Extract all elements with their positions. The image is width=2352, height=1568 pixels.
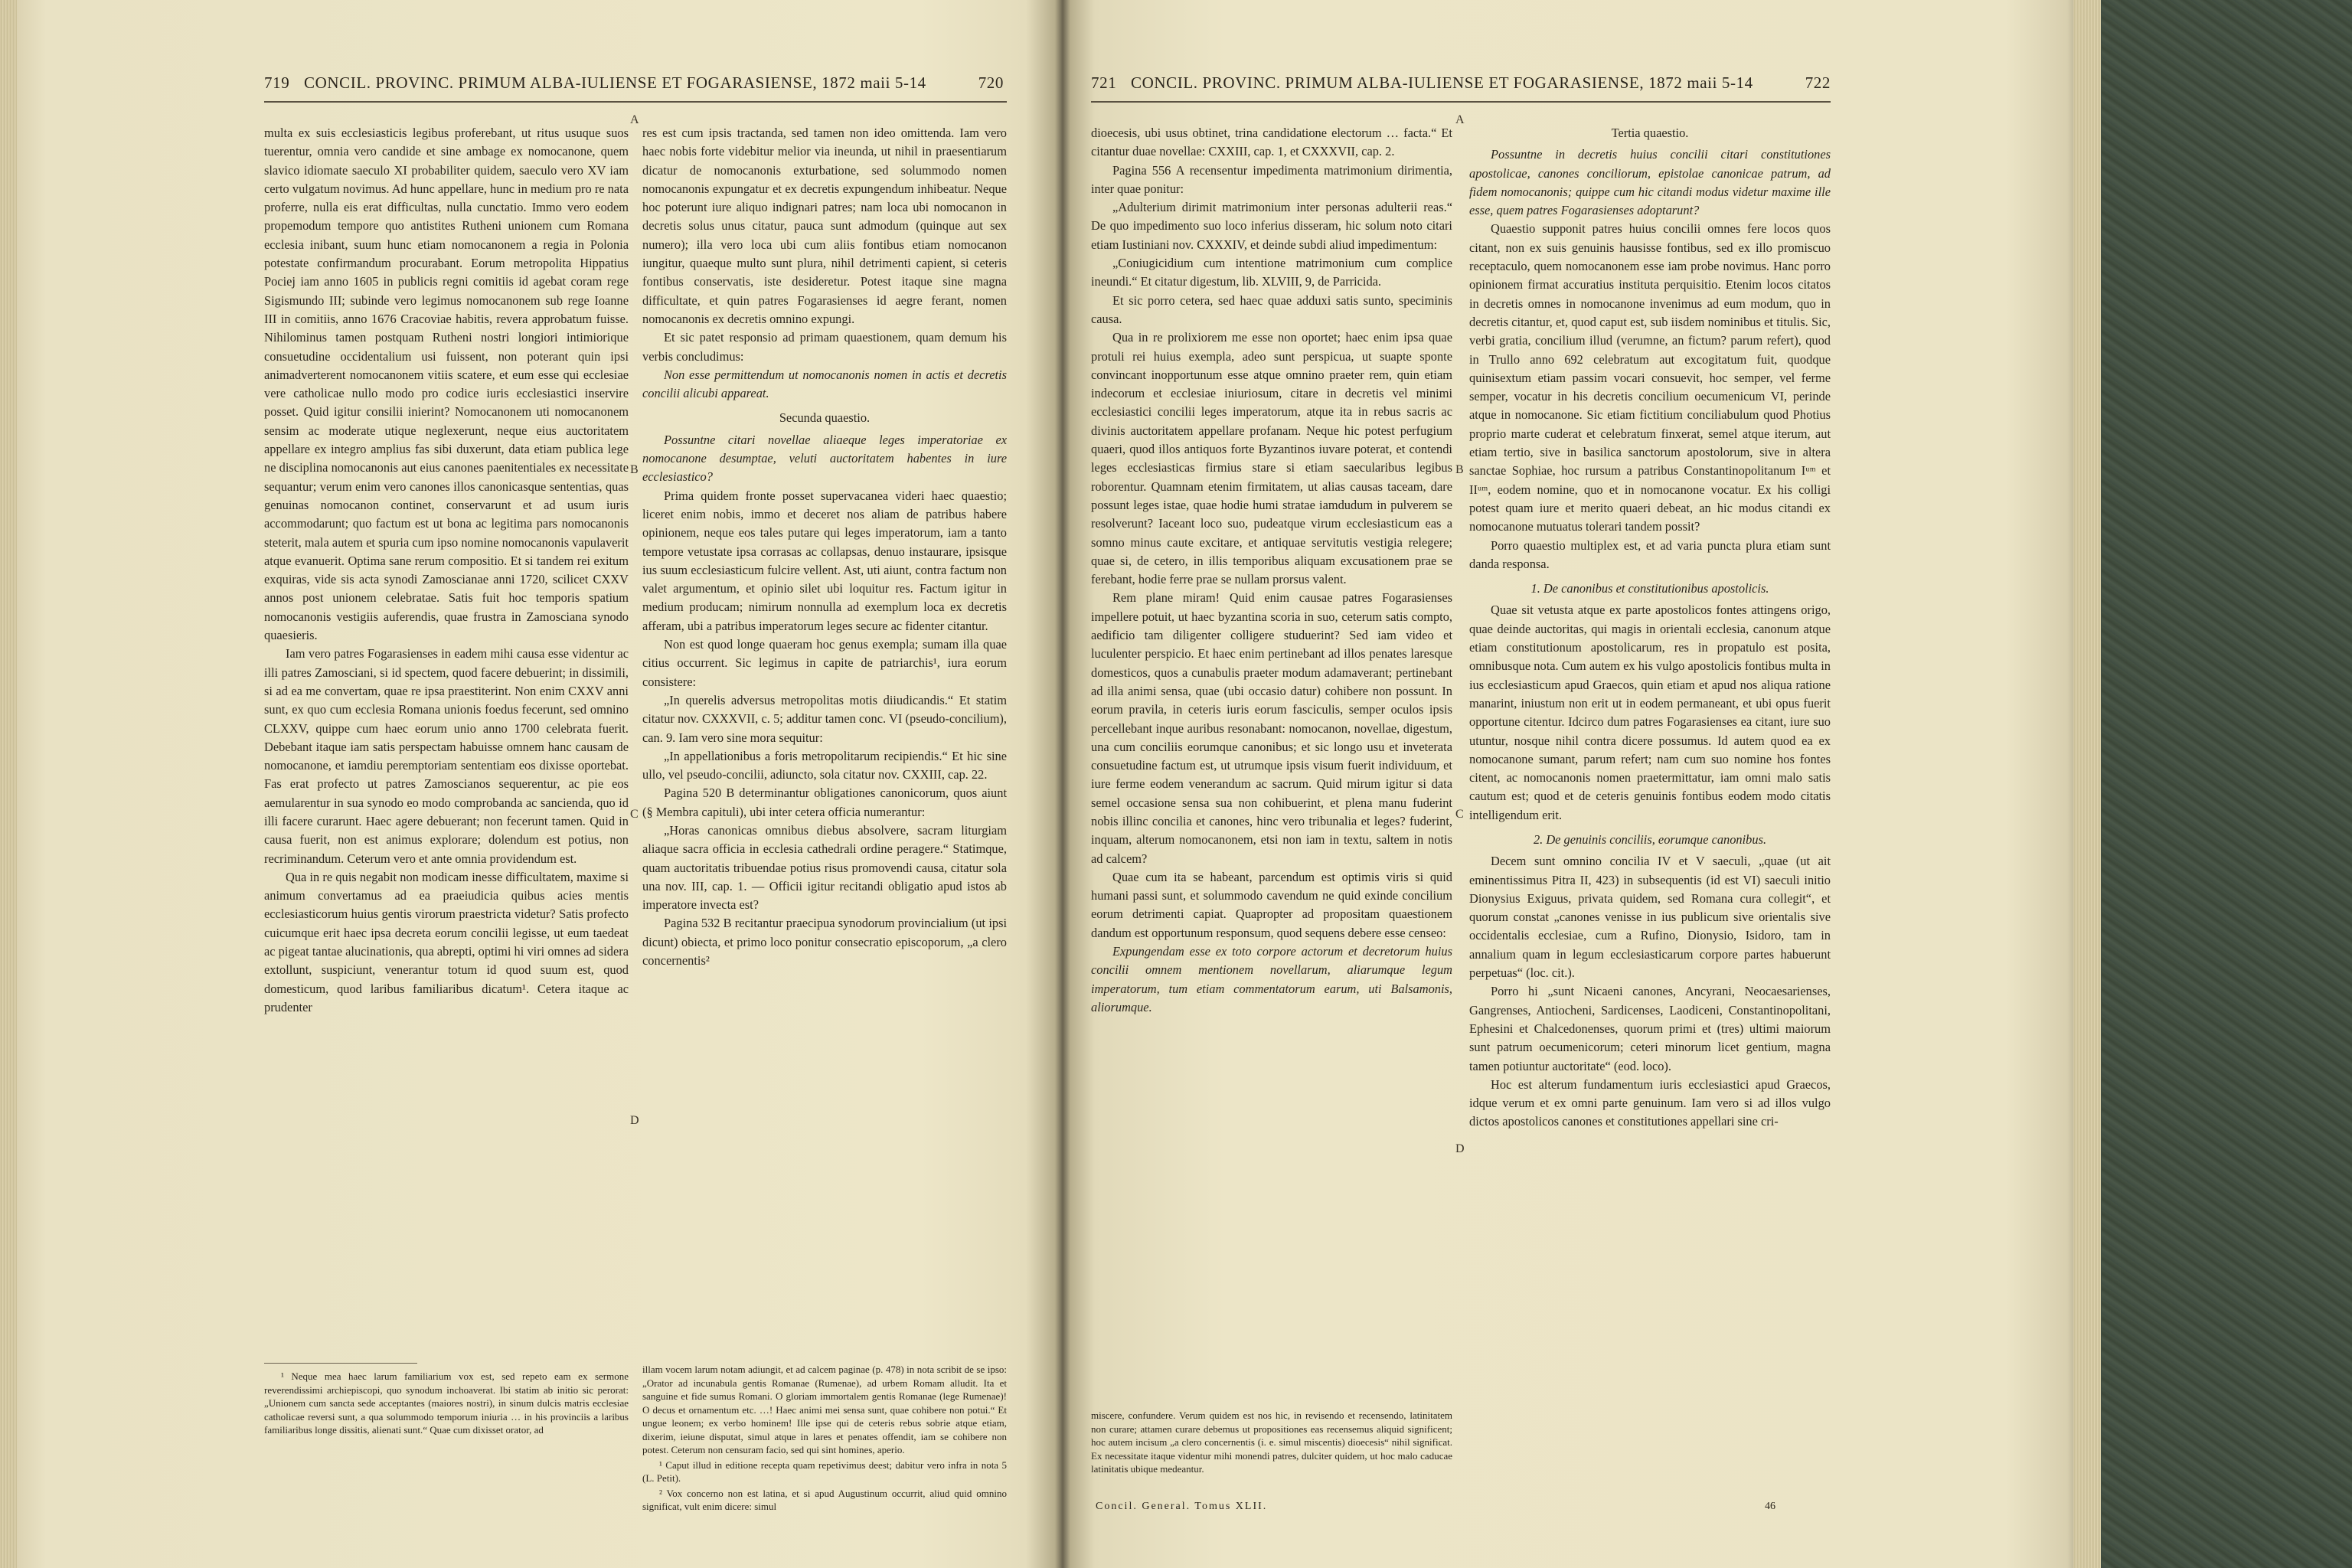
paragraph: Quae sit vetusta atque ex parte apostolicos fontes attingens origo, quae deinde auctoritas, qui magis in orientali ecclesia, canonum atque etiam constitutionum apostolicarum, res in propatulo est posita, omnibusque nota. Cum autem ex his vulgo apostolicis fontibus multa in ius ecclesiasticum apud Graecos, quin etiam et apud nos aliqua ratione manarint, iniustum non erit ut in eodem permaneant, et ubi opus fuerit opportune citentur. Idcirco dum patres Fogarasienses ea citant, iure suo utuntur, nosque nihil contra dicere possumus. Id autem quod ea ex nomocanone sumant, parum refert; nam cum suo nomine hos fontes citent, ac nomocanonis nomen praetermittatur, iam omni malo satis cautum est; quod et de ceteris genuinis fontibus eodem modo citatis intelligendum erit. bbox=[1469, 603, 1831, 822]
paragraph: Quae cum ita se habeant, parcendum est optimis viris si quid humani passi sunt, et solummodo cavendum ne quid exinde concilium eorum detrimenti capiat. Quapropter ad propositam quaestionem dandum est opportunum responsum, quod sequens debere esse censeo: bbox=[1091, 869, 1452, 940]
paragraph: Iam vero patres Fogarasienses in eadem mihi causa esse videntur ac illi patres Zamosciani, si id spectem, quod facere debuerint; in dissimili, si ad ea me convertam, quae re ipsa praestiterint. Non enim CXXV anni sunt, ex quo cum ecclesia Romana unionis foedus fecerunt, sed omnino CLXXV, quippe cum haec eorum unio anno 1700 celebrata fuerit. Debebant itaque iam satis perspectam habuisse omnem hanc causam de nomocanone, et iamdiu peremptoriam sententiam eos dixisse oportebat. Fas erat profecto ut patres Zamoscianos sequerentur, ac pie eos aemularentur in sua synodo eo modo comprobanda ac sancienda, quo id illi facere curarunt. Haec agere debuerant; non fecerunt tamen. Quid in causa fuerit, non est animus explorare; dolendum est potius, non recriminandum. Ceterum vero et ante omnia providendum est. bbox=[264, 646, 629, 866]
left-page-column-2 bbox=[642, 124, 1007, 970]
paragraph: Pagina 556 A recensentur impedimenta matrimonium dirimentia, inter quae ponitur: bbox=[1091, 162, 1452, 196]
margin-mark-b: B bbox=[630, 463, 639, 476]
footnote: ² Vox concerno non est latina, et si apud Augustinum occurrit, aliud quid omnino significat, vult enim dicere: simul bbox=[642, 1487, 1007, 1512]
paragraph: Porro quaestio multiplex est, et ad varia puncta plura etiam sunt danda responsa. bbox=[1469, 537, 1831, 571]
right-page-edges bbox=[2073, 0, 2101, 1568]
question-text: Possuntne in decretis huius concilii citari constitutiones apostolicae, canones conciliorum, epistolae canonicae patrum, ad fidem nomocanonis; quippe cum hic citandi modus videtur maxime ille esse, quem patres Fogarasienses adoptarunt? bbox=[1469, 147, 1831, 218]
paragraph: „Adulterium dirimit matrimonium inter personas adulterii reas.“ De quo impedimento suo loco inferius disseram, hic solum noto citari etiam Iustiniani nov. CXXXIV, et deinde subdi aliud impedimentum: bbox=[1091, 200, 1452, 252]
paragraph: Prima quidem fronte posset supervacanea videri haec quaestio; liceret enim nobis, immo et deceret nos aliam de patribus habere opinionem, neque eos tales putare qui leges imperatorum, iam a tanto tempore vetustate ipsa corrasas ac collapsas, denuo instaurare, ipsisque ius suum ecclesiasticum fulcire vellent. Ast, uti aiunt, contra factum non valet argumentum, et opinio silet ubi loquitur res. Factum igitur in medium producam; nimirum nonnulla ad exemplum loca ex decretis afferam, ubi a patribus imperatorum leges secure ac fidenter citantur. bbox=[642, 488, 1007, 633]
paragraph: Et sic patet responsio ad primam quaestionem, quam demum his verbis concludimus: bbox=[642, 330, 1007, 364]
paragraph: Qua in re prolixiorem me esse non oportet; haec enim ipsa quae protuli rei huius exempla, adeo sunt perspicua, ut suapte sponte convincant inopportunum esse atque omnino praeter rem, quin etiam indecorum et ecclesiae iniuriosum, citare in decretis vel minimi ecclesiastici concilii leges imperatorum, atque ita in rebus sacris ac divinis auctoritatem appellare profanam. Neque hic potest perfugium quaeri, quod illos antiquos forte Byzantinos iuvare poterat, et contendi leges ecclesiasticas firmius stare si etiam saecularibus legibus roborentur. Quamnam etenim firmitatem, ut alias causas taceam, dare possunt leges istae, quae hodie humi stratae iamdudum in pulverem se resolverunt? Iaceant loco suo, pudeatque virum ecclesiasticum eas a somno minus caute excitare, et antiquae servitutis vestigia relegere; quae si, de cetero, in illis temporibus aliquam excusationem prae se ferebant, hodie ferre prae se nullam prorsus valent. bbox=[1091, 330, 1452, 587]
footnote: ¹ Neque mea haec larum familiarium vox est, sed repeto eam ex sermone reverendissimi archiepiscopi, quo synodum inchoaverat. Ibi statim ab initio sic perorat: „Unionem cum sancta sede acceptantes (maiores nostri), in sinum dulcis matris ecclesiae catholicae reversi sunt, a qua solummodo temporum iniuria … in his provinciis a laribus familiaribus longe dissitis, alienati sunt.“ Quae cum dixisset orator, ad bbox=[264, 1370, 629, 1436]
margin-mark-b: B bbox=[1455, 463, 1464, 476]
running-title-left: CONCIL. PROVINC. PRIMUM ALBA-IULIENSE ET FOGARASIENSE, 1872 maii 5-14 bbox=[304, 74, 926, 92]
paragraph: Pagina 532 B recitantur praecipua synodorum provincialium (ut ipsi dicunt) obiecta, et primo loco ponitur consecratio episcoporum, „a clero concernentis² bbox=[642, 916, 1007, 969]
left-page-column-1 bbox=[264, 124, 629, 1017]
header-rule-left bbox=[264, 101, 1007, 103]
page-number-720: 720 bbox=[978, 74, 1004, 92]
footnote-separator bbox=[264, 1363, 417, 1364]
page-number-719: 719 bbox=[264, 74, 290, 92]
page-number-721: 721 bbox=[1091, 74, 1117, 92]
conclusion-italic: Expungendam esse ex toto corpore actorum et decretorum huius concilii omnem mentionem novellarum, aliarumque legum imperatorum, tum etiam commentatorum earum, uti Balsamonis, aliorumque. bbox=[1091, 944, 1452, 1014]
paragraph: res est cum ipsis tractanda, sed tamen non ideo omittenda. Iam vero haec nobis forte videbitur melior via ineunda, ut nihil in praesentiarum dicatur de nomocanonis exturbatione, sed solummodo nomen nomocanonis expungatur et ex decretis expungendum inhibeatur. Neque hoc poterunt iure aliquo indignari patres; nam loca ubi nomocanon in decretis solus unus citatur, pauca sunt admodum (quinque aut sex numero); illa vero loca ubi cum aliis fontibus etiam nomocanon iungitur, quaeque multo sunt plura, nihil detrimenti capient, si ceteris fontibus conservatis, iste desideretur. Potest itaque sine magna difficultate, et quin patres Fogarasienses id aegre ferant, nomen nomocanonis ex decretis omnino expungi. bbox=[642, 126, 1007, 326]
footnote: miscere, confundere. Verum quidem est nos hic, in revisendo et recensendo, latinitatem non curare; attamen curare debemus ut propositiones eas recensemus aliquid significent; hoc autem incisum „a clero concernentis (i. e. simul miscentis) dioecesis“ nihil significat. Ex necessitate itaque videntur mihi monendi patres, dulciter quidem, ut hoc malo caducae latinitatis ubique medeantur. bbox=[1091, 1410, 1452, 1475]
paragraph: „In querelis adversus metropolitas motis diiudicandis.“ Et statim citatur nov. CXXXVII, c. 5; additur tamen conc. VI (pseudo-concilium), can. 9. Iam vero sine mora sequitur: bbox=[642, 692, 1007, 745]
left-col1-footnotes bbox=[264, 1363, 629, 1439]
question-text: Possuntne citari novellae aliaeque leges imperatoriae ex nomocanone desumptae, veluti auctoritatem habentes in iure ecclesiastico? bbox=[642, 432, 1007, 485]
paragraph: Hoc est alterum fundamentum iuris ecclesiastici apud Graecos, idque verum et ex omni parte genuinum. Iam vero si ad illos vulgo dictos apostolicos canones et constitutiones appellari sine cri- bbox=[1469, 1076, 1831, 1129]
page-number-722: 722 bbox=[1805, 74, 1831, 92]
paragraph: dioecesis, ubi usus obtinet, trina candidatione electorum … facta.“ Et citantur duae novellae: CXXIII, cap. 1, et CXXXVII, cap. 2. bbox=[1091, 126, 1452, 159]
margin-mark-a: A bbox=[1455, 113, 1465, 126]
header-rule-right bbox=[1091, 101, 1831, 103]
question-title: Secunda quaestio. bbox=[779, 410, 871, 426]
question-title: Tertia quaestio. bbox=[1611, 126, 1689, 140]
paragraph: Decem sunt omnino concilia IV et V saeculi, „quae (ut ait eminentissimus Pitra II, 423) in subsequentis (id est VI) saeculi initio Dionysius Exiguus, privata quidem, sed Romana cura collegit“, et quorum constat „canones venisse in ius publicum sive orientalis sive occidentalis ecclesiae, cum a Rufino, Dionysio, Isidoro, tam in annalium quam in legum ecclesiasticarum corpore partes habuerunt perpetuas“ (loc. cit.). bbox=[1469, 854, 1831, 981]
right-page-header bbox=[1091, 54, 1831, 92]
paragraph: Quaestio supponit patres huius concilii omnes fere locos quos citant, non ex suis genuinis hausisse fontibus, sed ex illo promiscuo receptaculo, quem nomocanonem esse iam probe novimus. Hanc porro opinionem firmat accuratius instituta perquisitio. Etenim locos citatos in decretis omnes in nomocanone invenimus ad eum modum, quo in decretis citantur, et, quod caput est, sub iisdem nominibus et titulis. Sic, verbi gratia, concilium illud (verumne, an fictum? parum refert), quod in Trullo anno 692 celebratum aut excogitatum fuit, quodque quinisextum etiam passim vocari consuevit, hoc semper, vel ferme semper, vocatur in his decretis concilium oecumenicum VI, perinde atque in nomocanone. Sic etiam fictitium conciliabulum quod Photius proprio marte cuderat et celebratum finxerat, semel atque iterum, aut etiam tertio, sive in basilica sanctorum apostolorum, sive in altera sanctae Sophiae, hoc rursum a patribus Constantinopolitanum Iᵘᵐ et IIᵘᵐ, eodem nomine, quo et in nomocanone vocatur. Ex his colligi potest quam iure et merito quaeri debeat, an hic modus citandi ex nomocanone mutuatus tolerari tandem possit? bbox=[1469, 221, 1831, 534]
left-page-edges bbox=[0, 0, 17, 1568]
paragraph: Et sic porro cetera, sed haec quae adduxi satis sunto, speciminis causa. bbox=[1091, 292, 1452, 326]
paragraph: Pagina 520 B determinantur obligationes canonicorum, quos aiunt (§ Membra capituli), ubi inter cetera officia numerantur: bbox=[642, 786, 1007, 819]
section-heading-1: 1. De canonibus et constitutionibus apostolicis. bbox=[1530, 581, 1769, 596]
margin-mark-d: D bbox=[1455, 1142, 1465, 1155]
left-page-header bbox=[264, 54, 1007, 92]
paragraph: Rem plane miram! Quid enim causae patres Fogarasienses impellere potuit, ut haec byzantina scoria in suo, ceterum satis compto, aedificio tam diligenter colligere studuerint? Sed iam video et luculenter perspicio. Et haec enim pertinebant ad illos penates laresque domesticos, quos a cunabulis praeter modum adamaverant; pertinebant ad illa animi sensa, quae (ubi occasio datur) cohibere non possunt. In eorum pravila, in ceteris iuris eorum fasciculis, semper oculos ipsis percellebant inque auribus resonabant: nomocanon, novellae, digestum, una cum conciliis eorumque canonibus; et sic longo usu et inveterata consuetudine factum est, ut utrumque ipsis visum fuerit individuum, et iure ferme eodem venerandum ac sacrum. Quid mirum igitur si data semel occasione sensa sua non cohibuerint, et plena manu fuderint nobis illinc concilia et canones, hinc vero tribunalia et leges? fuderint, inquam, alterum nomocanonem, etsi non iam in textu, saltem in notis ad calcem? bbox=[1091, 590, 1452, 866]
paragraph: Porro hi „sunt Nicaeni canones, Ancyrani, Neocaesarienses, Gangrenses, Antiocheni, Sardicenses, Laodiceni, Constantinopolitani, Ephesini et Chalcedonenses, quorum primi et (tres) ultimi maiorum sunt patrum oecumenicorum; ceteri minorum licet gentium, magna tamen potiuntur auctoritate“ (eod. loco). bbox=[1469, 984, 1831, 1073]
right-col1-footnotes bbox=[1091, 1409, 1452, 1478]
right-page-column-1 bbox=[1091, 124, 1452, 1017]
paragraph: multa ex suis ecclesiasticis legibus proferebant, ut ritus usuque suos tuerentur, omnia vero candide et sine ambage ex nomocanone, quem slavico idiomate saeculo XI probabiliter quidem, saeculo vero XV iam certo vulgatum novimus. Ad hunc appellare, hunc in medium pro re nata proferre, nulla eis erat difficultas, nulla cunctatio. Immo vero eodem propemodum tempore quo antistites Rutheni unionem cum Romana ecclesia inibant, suum hunc etiam nomocanonem a regia in Polonia potestate confirmandum procurabant. Eorum metropolita Hippatius Pociej iam anno 1605 in publicis regni comitiis id agebat coram rege Sigismundo III; subinde vero legimus nomocanonem sub rege Ioanne III in comitiis, anno 1676 Cracoviae habitis, revera approbatum fuisse. Nihilominus tamen postquam Rutheni nostri longiori intimiorique consuetudine occidentalium usi fuissent, non poterant quin ipsi animadverterent nomocanonem vitiis scatere, et eum esse qui ecclesiae vere catholicae nullo modo pro codice iuris ecclesiastici inservire posset. Quid igitur consilii inierint? Nomocanonem uti nomocanonem sensim ac moderate utique neglexerunt, neque eius auctoritatem appellare ex integro amplius fas sibi duxerunt, data etiam publica lege ne disciplina nomocanonis aut eius canones paenitentiales ex necessitate sequantur; verum enim vero canones illos canonicasque sententias, quas genuinas nomocanon continet, conservarunt et ad usum iuris accommodarunt; quo factum est ut bona ac legitima pars nomocanonis steterit, mala autem et spuria cum ipso nomine nomocanonis vapulaverit atque evanuerit. Optima sane rerum compositio. Et si tandem rei exitum exquiras, vide sis acta synodi Zamoscianae anni 1720, scilicet CXXV annos post unionem celebratae. Satis fuit hoc temporis spatium nomocanonis vestigiis auferendis, quae frustra in Zamosciana synodo quaesieris. bbox=[264, 126, 629, 643]
paragraph: Qua in re quis negabit non modicam inesse difficultatem, maxime si animum convertamus ad ea praeiudicia quibus acies mentis ecclesiasticorum huius gentis virorum praestricta videtur? Satis profecto cuicumque erit haec ipsa decreta eorum concilii legisse, ut eum taedeat ac pigeat tantae alucinationis, qua abrepti, optimi hi viri omnes ad sidera extollunt, suspiciunt, venerantur totum id quod suum est, quod domesticum, quod laribus familiaribus dicatum¹. Cetera itaque ac prudenter bbox=[264, 869, 629, 1014]
footnote: illam vocem larum notam adiungit, et ad calcem paginae (p. 478) in nota scribit de se ipso: „Orator ad incunabula gentis Romanae (Rumenae), ad urbem Romam alludit. Ita et sanguine et fide sumus Romani. O gloriam immortalem gentis Romanae (lege Rumenae)! O decus et ornamentum etc. …! Haec animi mei sensa sunt, quae cohibere non potui.“ Et unguе leonem; ex verbo hominem! Ille ipse qui de ceteris rebus sobrie atque etiam, dixerim, ieiune disputat, simul atque in lares et penates offendit, iam se cohibere non potest. Ceterum non censuram facio, sed qui sint homines, aperio. bbox=[642, 1364, 1007, 1455]
paragraph: „Horas canonicas omnibus diebus absolvere, sacram liturgiam aliaque sacra officia in ecclesia cathedrali ordine peragere.“ Statimque, quam auctoritatis tribuendae potius risus promovendi causa, citatur sola una nov. III, cap. 1. — Officii igitur recitandi obligatio apud istos ab imperatore invecta est? bbox=[642, 822, 1007, 913]
paragraph: „In appellationibus a foris metropolitarum recipiendis.“ Et hic sine ullo, vel pseudo-concilii, adiuncto, sola citatur nov. CXXIII, cap. 22. bbox=[642, 748, 1007, 782]
conclusion-italic: Non esse permittendum ut nomocanonis nomen in actis et decretis concilii alicubi appareat. bbox=[642, 367, 1007, 401]
paragraph: „Coniugicidium cum intentione matrimonium cum complice ineundi.“ Et citatur digestum, lib. XLVIII, 9, de Parricida. bbox=[1091, 256, 1452, 289]
volume-signature: Concil. General. Tomus XLII. bbox=[1096, 1501, 1268, 1512]
margin-mark-a: A bbox=[630, 113, 639, 126]
section-heading-2: 2. De genuinis conciliis, eorumque canonibus. bbox=[1533, 831, 1767, 847]
margin-mark-d: D bbox=[630, 1114, 639, 1127]
left-col2-footnotes bbox=[642, 1363, 1007, 1515]
footnote: ¹ Caput illud in editione recepta quam repetivimus deest; dabitur vero infra in nota 5 (L. Petit). bbox=[642, 1459, 1007, 1484]
margin-mark-c: C bbox=[1455, 808, 1464, 821]
gathering-signature: 46 bbox=[1765, 1501, 1775, 1512]
paragraph: Non est quod longe quaeram hoc genus exempla; sumam illa quae citius occurrent. Sic legimus in capite de patriarchis¹, iura eorum consistere: bbox=[642, 637, 1007, 689]
margin-mark-c: C bbox=[630, 808, 639, 821]
book-cover-cloth bbox=[2102, 0, 2352, 1568]
right-page-column-2 bbox=[1469, 124, 1831, 1132]
running-title-right: CONCIL. PROVINC. PRIMUM ALBA-IULIENSE ET FOGARASIENSE, 1872 maii 5-14 bbox=[1131, 74, 1753, 92]
